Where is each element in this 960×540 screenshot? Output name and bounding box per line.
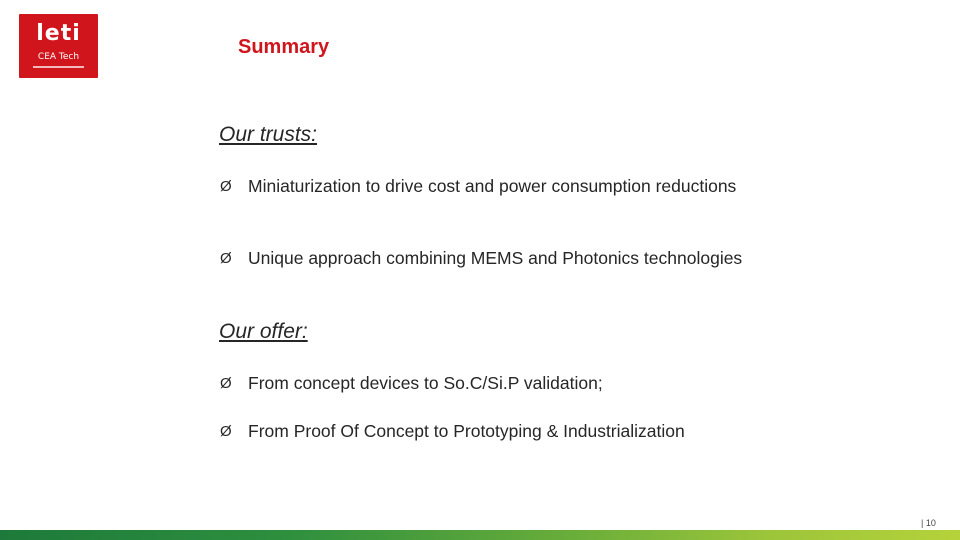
slide-title: Summary	[238, 36, 330, 58]
leti-logo	[19, 14, 98, 78]
bullet-text: Unique approach combining MEMS and Photonics technologies	[248, 248, 743, 268]
logo-word: leti	[36, 21, 81, 46]
bullet-text: Miniaturization to drive cost and power consumption reductions	[248, 176, 737, 196]
footer-gradient-bar	[0, 530, 960, 540]
arrow-bullet-icon: Ø	[220, 178, 232, 195]
arrow-bullet-icon: Ø	[220, 423, 232, 440]
arrow-bullet-icon: Ø	[220, 250, 232, 267]
bullet-item	[220, 419, 780, 444]
arrow-bullet-icon: Ø	[220, 375, 232, 392]
page-number: | 10	[921, 518, 936, 528]
section-heading-offer: Our offer:	[219, 320, 308, 343]
section-heading-trusts: Our trusts:	[219, 123, 318, 146]
bullet-item	[220, 246, 780, 271]
logo-divider	[33, 66, 84, 68]
logo-subtext: CEA Tech	[37, 52, 80, 62]
bullet-item	[220, 371, 780, 396]
bullet-text: From concept devices to So.C/Si.P validation;	[248, 373, 603, 393]
bullet-text: From Proof Of Concept to Prototyping & Industrialization	[248, 421, 685, 441]
bullet-item	[220, 174, 780, 199]
